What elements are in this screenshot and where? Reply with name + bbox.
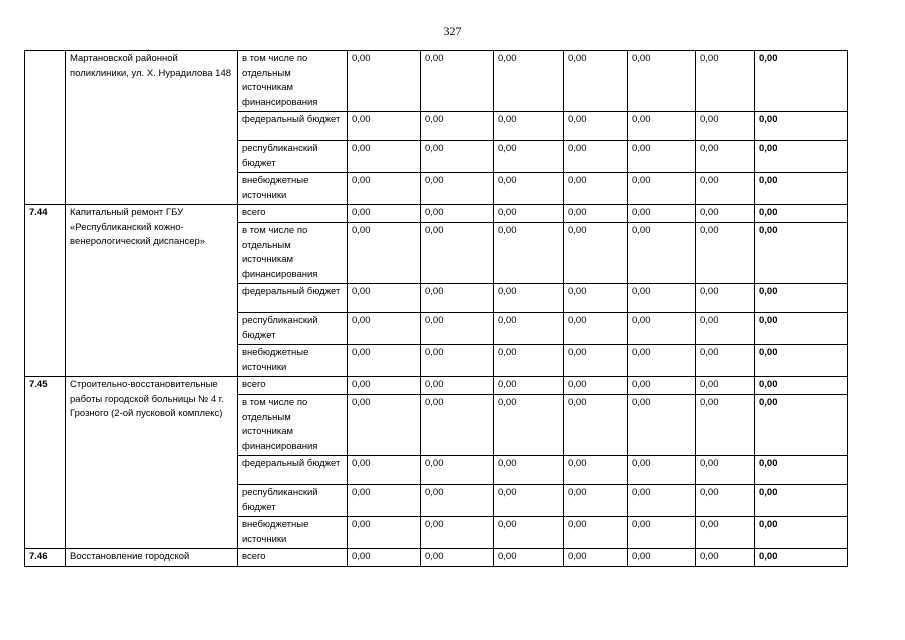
item-number: 7.44 xyxy=(25,205,66,377)
value-cell: 0,00 xyxy=(696,485,755,517)
table-row xyxy=(25,549,848,567)
value-cell: 0,00 xyxy=(494,173,564,205)
value-cell: 0,00 xyxy=(494,485,564,517)
value-cell: 0,00 xyxy=(564,141,628,173)
total-value-cell: 0,00 xyxy=(755,377,848,395)
value-cell: 0,00 xyxy=(348,456,421,485)
value-cell: 0,00 xyxy=(421,112,494,141)
total-value-cell: 0,00 xyxy=(755,223,848,284)
value-cell: 0,00 xyxy=(494,517,564,549)
total-value-cell: 0,00 xyxy=(755,141,848,173)
total-value-cell: 0,00 xyxy=(755,112,848,141)
item-number xyxy=(25,51,66,205)
value-cell: 0,00 xyxy=(564,485,628,517)
value-cell: 0,00 xyxy=(628,345,696,377)
item-name: Мартановской районной поликлиники, ул. Х. Нурадилова 148 xyxy=(66,51,238,205)
value-cell: 0,00 xyxy=(628,112,696,141)
total-value-cell: 0,00 xyxy=(755,345,848,377)
value-cell: 0,00 xyxy=(696,223,755,284)
value-cell: 0,00 xyxy=(696,395,755,456)
funding-source: в том числе по отдельным источникам финансирования xyxy=(238,223,348,284)
value-cell: 0,00 xyxy=(348,141,421,173)
value-cell: 0,00 xyxy=(494,205,564,223)
value-cell: 0,00 xyxy=(628,313,696,345)
value-cell: 0,00 xyxy=(494,345,564,377)
value-cell: 0,00 xyxy=(564,112,628,141)
value-cell: 0,00 xyxy=(494,456,564,485)
value-cell: 0,00 xyxy=(696,517,755,549)
funding-source: республиканский бюджет xyxy=(238,313,348,345)
value-cell: 0,00 xyxy=(421,395,494,456)
table-row xyxy=(25,377,848,395)
value-cell: 0,00 xyxy=(348,112,421,141)
value-cell: 0,00 xyxy=(696,205,755,223)
item-number: 7.45 xyxy=(25,377,66,549)
value-cell: 0,00 xyxy=(494,223,564,284)
value-cell: 0,00 xyxy=(421,313,494,345)
value-cell: 0,00 xyxy=(494,51,564,112)
total-value-cell: 0,00 xyxy=(755,284,848,313)
value-cell: 0,00 xyxy=(348,173,421,205)
page-number: 327 xyxy=(443,24,462,38)
value-cell: 0,00 xyxy=(628,377,696,395)
table-row xyxy=(25,51,848,112)
value-cell: 0,00 xyxy=(421,223,494,284)
funding-source: в том числе по отдельным источникам финансирования xyxy=(238,395,348,456)
value-cell: 0,00 xyxy=(494,395,564,456)
value-cell: 0,00 xyxy=(696,173,755,205)
item-name: Строительно-восстановительные работы городской больницы № 4 г. Грозного (2-ой пусковой комплекс) xyxy=(66,377,238,549)
value-cell: 0,00 xyxy=(696,284,755,313)
total-value-cell: 0,00 xyxy=(755,395,848,456)
item-name: Восстановление городской xyxy=(66,549,238,567)
funding-source: республиканский бюджет xyxy=(238,141,348,173)
item-name: Капитальный ремонт ГБУ «Республиканский кожно-венерологический диспансер» xyxy=(66,205,238,377)
funding-source: всего xyxy=(238,549,348,567)
value-cell: 0,00 xyxy=(494,112,564,141)
funding-source: внебюджетные источники xyxy=(238,173,348,205)
item-number: 7.46 xyxy=(25,549,66,567)
value-cell: 0,00 xyxy=(421,284,494,313)
value-cell: 0,00 xyxy=(696,112,755,141)
funding-source: всего xyxy=(238,205,348,223)
table-body xyxy=(25,51,848,567)
value-cell: 0,00 xyxy=(564,205,628,223)
value-cell: 0,00 xyxy=(564,284,628,313)
value-cell: 0,00 xyxy=(421,345,494,377)
value-cell: 0,00 xyxy=(421,485,494,517)
value-cell: 0,00 xyxy=(696,51,755,112)
value-cell: 0,00 xyxy=(564,313,628,345)
funding-source: внебюджетные источники xyxy=(238,517,348,549)
value-cell: 0,00 xyxy=(628,517,696,549)
value-cell: 0,00 xyxy=(494,141,564,173)
value-cell: 0,00 xyxy=(421,377,494,395)
value-cell: 0,00 xyxy=(564,223,628,284)
total-value-cell: 0,00 xyxy=(755,549,848,567)
value-cell: 0,00 xyxy=(564,517,628,549)
value-cell: 0,00 xyxy=(628,173,696,205)
total-value-cell: 0,00 xyxy=(755,517,848,549)
value-cell: 0,00 xyxy=(696,549,755,567)
value-cell: 0,00 xyxy=(348,395,421,456)
value-cell: 0,00 xyxy=(696,377,755,395)
value-cell: 0,00 xyxy=(628,485,696,517)
budget-table xyxy=(24,50,848,567)
value-cell: 0,00 xyxy=(628,141,696,173)
value-cell: 0,00 xyxy=(696,313,755,345)
total-value-cell: 0,00 xyxy=(755,313,848,345)
funding-source: всего xyxy=(238,377,348,395)
value-cell: 0,00 xyxy=(628,223,696,284)
value-cell: 0,00 xyxy=(628,284,696,313)
funding-source: федеральный бюджет xyxy=(238,284,348,313)
total-value-cell: 0,00 xyxy=(755,51,848,112)
value-cell: 0,00 xyxy=(628,205,696,223)
value-cell: 0,00 xyxy=(564,456,628,485)
funding-source: в том числе по отдельным источникам финансирования xyxy=(238,51,348,112)
value-cell: 0,00 xyxy=(494,313,564,345)
total-value-cell: 0,00 xyxy=(755,485,848,517)
total-value-cell: 0,00 xyxy=(755,205,848,223)
value-cell: 0,00 xyxy=(421,173,494,205)
value-cell: 0,00 xyxy=(564,549,628,567)
value-cell: 0,00 xyxy=(628,549,696,567)
value-cell: 0,00 xyxy=(348,345,421,377)
value-cell: 0,00 xyxy=(421,51,494,112)
value-cell: 0,00 xyxy=(348,549,421,567)
value-cell: 0,00 xyxy=(564,395,628,456)
value-cell: 0,00 xyxy=(421,549,494,567)
funding-source: внебюджетные источники xyxy=(238,345,348,377)
value-cell: 0,00 xyxy=(348,313,421,345)
value-cell: 0,00 xyxy=(628,456,696,485)
value-cell: 0,00 xyxy=(348,205,421,223)
value-cell: 0,00 xyxy=(348,517,421,549)
value-cell: 0,00 xyxy=(348,377,421,395)
value-cell: 0,00 xyxy=(628,395,696,456)
value-cell: 0,00 xyxy=(564,51,628,112)
value-cell: 0,00 xyxy=(421,456,494,485)
value-cell: 0,00 xyxy=(628,51,696,112)
value-cell: 0,00 xyxy=(494,549,564,567)
table-row xyxy=(25,205,848,223)
value-cell: 0,00 xyxy=(696,345,755,377)
value-cell: 0,00 xyxy=(564,173,628,205)
value-cell: 0,00 xyxy=(348,223,421,284)
funding-source: республиканский бюджет xyxy=(238,485,348,517)
funding-source: федеральный бюджет xyxy=(238,456,348,485)
funding-source: федеральный бюджет xyxy=(238,112,348,141)
value-cell: 0,00 xyxy=(421,141,494,173)
value-cell: 0,00 xyxy=(421,205,494,223)
value-cell: 0,00 xyxy=(494,377,564,395)
value-cell: 0,00 xyxy=(564,377,628,395)
value-cell: 0,00 xyxy=(348,284,421,313)
value-cell: 0,00 xyxy=(564,345,628,377)
value-cell: 0,00 xyxy=(696,141,755,173)
value-cell: 0,00 xyxy=(696,456,755,485)
value-cell: 0,00 xyxy=(494,284,564,313)
total-value-cell: 0,00 xyxy=(755,456,848,485)
value-cell: 0,00 xyxy=(348,51,421,112)
value-cell: 0,00 xyxy=(421,517,494,549)
total-value-cell: 0,00 xyxy=(755,173,848,205)
value-cell: 0,00 xyxy=(348,485,421,517)
